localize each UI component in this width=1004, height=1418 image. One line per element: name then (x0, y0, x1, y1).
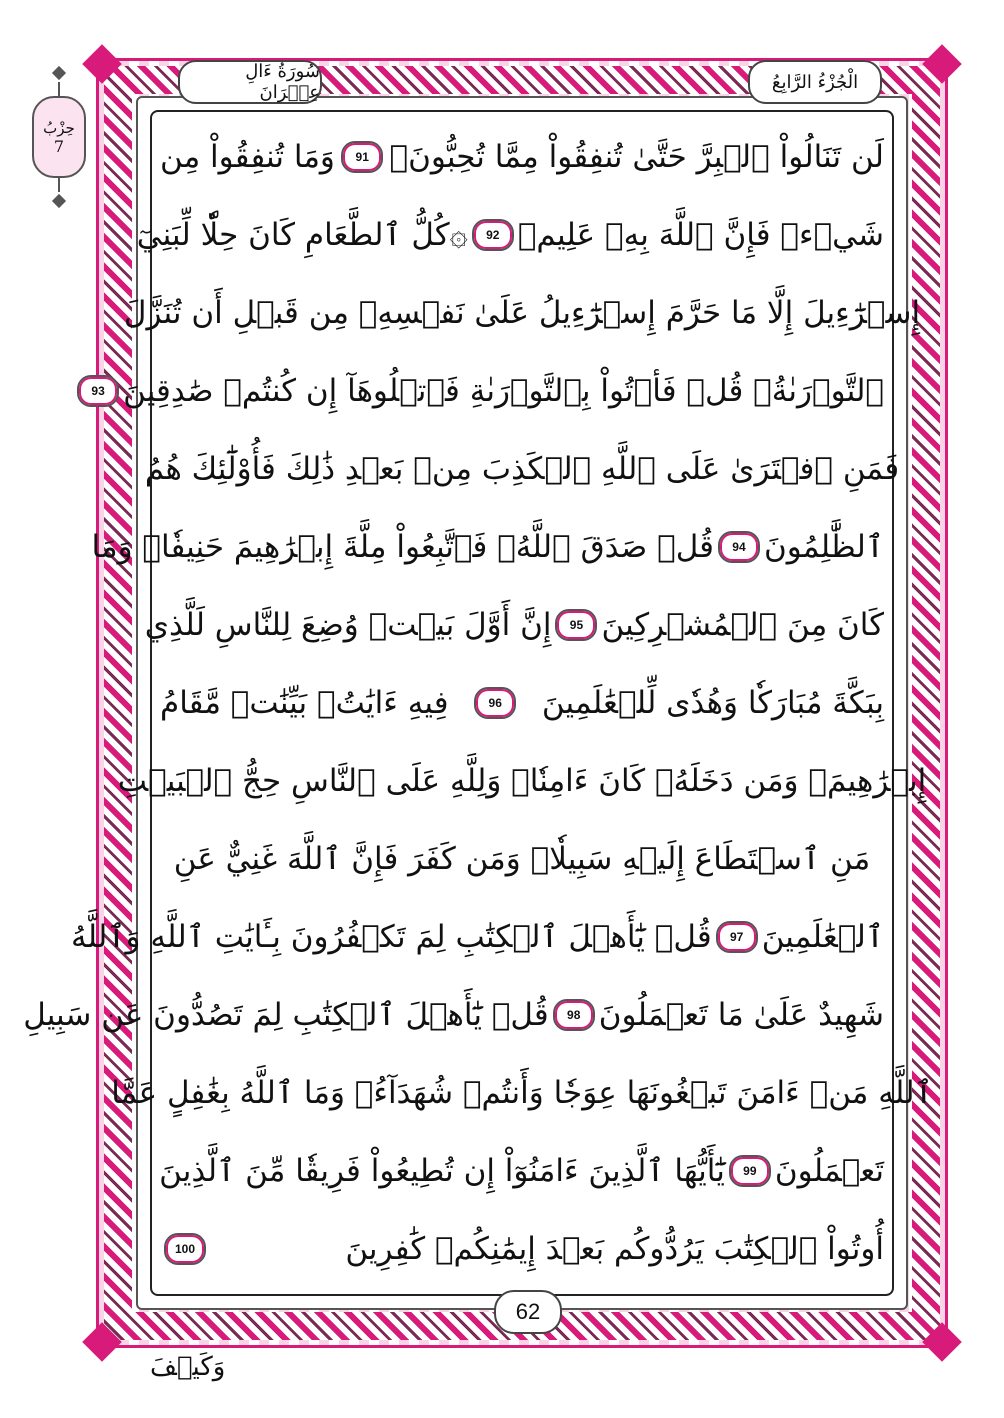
verse-text: ٱلظَّٰلِمُونَ (763, 529, 884, 565)
page-number: 62 (494, 1290, 562, 1334)
verse-line (144, 432, 900, 506)
verse-text: بِبَكَّةَ مُبَارَكٗا وَهُدٗى لِّلۡعَٰلَمِينَ (541, 685, 884, 721)
verse-line (160, 1134, 884, 1208)
verse-text: أُوتُواْ ٱلۡكِتَٰبَ يَرُدُّوكُم بَعۡدَ إِيمَٰنِكُمۡ كَٰفِرِينَ (345, 1231, 884, 1267)
verse-text: ٱللَّهِ مَنۡ ءَامَنَ تَبۡغُونَهَا عِوَجٗا وَأَنتُمۡ شُهَدَآءُۗ وَمَا ٱللَّهُ بِغَٰفِلٍ عَمَّا (111, 1075, 933, 1111)
hizb-number: 7 (53, 136, 65, 156)
stem-divider (58, 178, 60, 192)
verse-text: مَنِ ٱسۡتَطَاعَ إِلَيۡهِ سَبِيلٗاۚ وَمَن كَفَرَ فَإِنَّ ٱللَّهَ غَنِيٌّ عَنِ (173, 841, 871, 877)
verse-text: شَيۡءٖ فَإِنَّ ٱللَّهَ بِهِۦ عَلِيمٞ (517, 217, 884, 253)
verse-line (117, 744, 927, 818)
verse-text: لَن تَنَالُواْ ٱلۡبِرَّ حَتَّىٰ تُنفِقُواْ مِمَّا تُحِبُّونَۚ (389, 139, 884, 175)
verse-line (136, 198, 884, 272)
ayah-number-marker: 97 (716, 921, 758, 953)
verse-text: إِبۡرَٰهِيمَۖ وَمَن دَخَلَهُۥ كَانَ ءَامِنٗاۗ وَلِلَّهِ عَلَى ٱلنَّاسِ حِجُّ ٱلۡبَيۡتِ (117, 763, 927, 799)
verse-text: فِيهِ ءَايَٰتُۢ بَيِّنَٰتٞ مَّقَامُ (160, 685, 449, 721)
verse-text: شَهِيدٌ عَلَىٰ مَا تَعۡمَلُونَ (598, 997, 884, 1033)
juz-label: الْجُزْءُ الرَّابِعُ (748, 60, 882, 104)
ayah-number-marker: 96 (474, 687, 516, 719)
hizb-marker (28, 64, 90, 234)
verse-text: ٱلۡعَٰلَمِينَ (761, 919, 884, 955)
ayah-number-marker: 92 (472, 219, 514, 251)
surah-label: سُورَةُ ءَالِ عِمۡرَانَ (178, 60, 322, 104)
verse-text: قُلۡ صَدَقَ ٱللَّهُۗ فَٱتَّبِعُواْ مِلَّةَ إِبۡرَٰهِيمَ حَنِيفٗاۖ وَمَا (91, 529, 714, 565)
verse-text: يَٰٓأَيُّهَا ٱلَّذِينَ ءَامَنُوٓاْ إِن تُطِيعُواْ فَرِيقٗا مِّنَ ٱلَّذِينَ (159, 1153, 725, 1189)
ayah-number-marker: 93 (77, 375, 119, 407)
verse-text: قُلۡ يَٰٓأَهۡلَ ٱلۡكِتَٰبِ لِمَ تَكۡفُرُونَ بِـَٔايَٰتِ ٱللَّهِ وَٱللَّهُ (71, 919, 712, 955)
ayah-number-marker: 91 (341, 141, 383, 173)
verse-line (144, 588, 884, 662)
verse-line (160, 822, 884, 896)
hizb-badge (32, 96, 86, 178)
verse-text: قُلۡ يَٰٓأَهۡلَ ٱلۡكِتَٰبِ لِمَ تَصُدُّونَ عَن سَبِيلِ (23, 997, 549, 1033)
diamond-icon (52, 66, 66, 80)
ayah-number-marker: 95 (555, 609, 597, 641)
ayah-number-marker: 98 (553, 999, 595, 1031)
verse-text: كَانَ مِنَ ٱلۡمُشۡرِكِينَ (601, 607, 884, 643)
verse-line (91, 510, 884, 584)
stem-divider (58, 82, 60, 96)
verse-text: إِنَّ أَوَّلَ بَيۡتٖ وُضِعَ لِلنَّاسِ لَلَّذِي (144, 607, 552, 643)
hizb-word: حِزْبُ (43, 118, 75, 137)
ayah-number-marker: 99 (729, 1155, 771, 1187)
verse-line (91, 354, 884, 428)
verse-text: فَمَنِ ٱفۡتَرَىٰ عَلَى ٱللَّهِ ٱلۡكَذِبَ مِنۢ بَعۡدِ ذَٰلِكَ فَأُوْلَٰٓئِكَ هُمُ (144, 451, 900, 487)
verse-line (160, 120, 884, 194)
ayah-number-marker: 100 (164, 1233, 206, 1265)
verse-text: ٱلتَّوۡرَىٰةُۚ قُلۡ فَأۡتُواْ بِٱلتَّوۡرَىٰةِ فَٱتۡلُوهَآ إِن كُنتُمۡ صَٰدِقِينَ (123, 373, 884, 409)
verse-line (23, 978, 884, 1052)
catchword: وَكَيۡفَ (150, 1352, 226, 1382)
verse-line (111, 1056, 933, 1130)
verse-line (71, 900, 884, 974)
diamond-icon (52, 194, 66, 208)
verse-line (160, 666, 884, 740)
verse-text: تَعۡمَلُونَ (774, 1153, 884, 1189)
ayah-number-marker: 94 (718, 531, 760, 563)
verse-text: إِسۡرَٰٓءِيلَ إِلَّا مَا حَرَّمَ إِسۡرَٰٓءِيلُ عَلَىٰ نَفۡسِهِۦ مِن قَبۡلِ أَن تُنَزَّلَ (123, 295, 921, 331)
verse-text: ۞كُلُّ ٱلطَّعَامِ كَانَ حِلّٗا لِّبَنِيٓ (136, 217, 468, 253)
verse-line (160, 1212, 884, 1286)
verse-line (123, 276, 921, 350)
verse-text: وَمَا تُنفِقُواْ مِن (160, 139, 335, 175)
